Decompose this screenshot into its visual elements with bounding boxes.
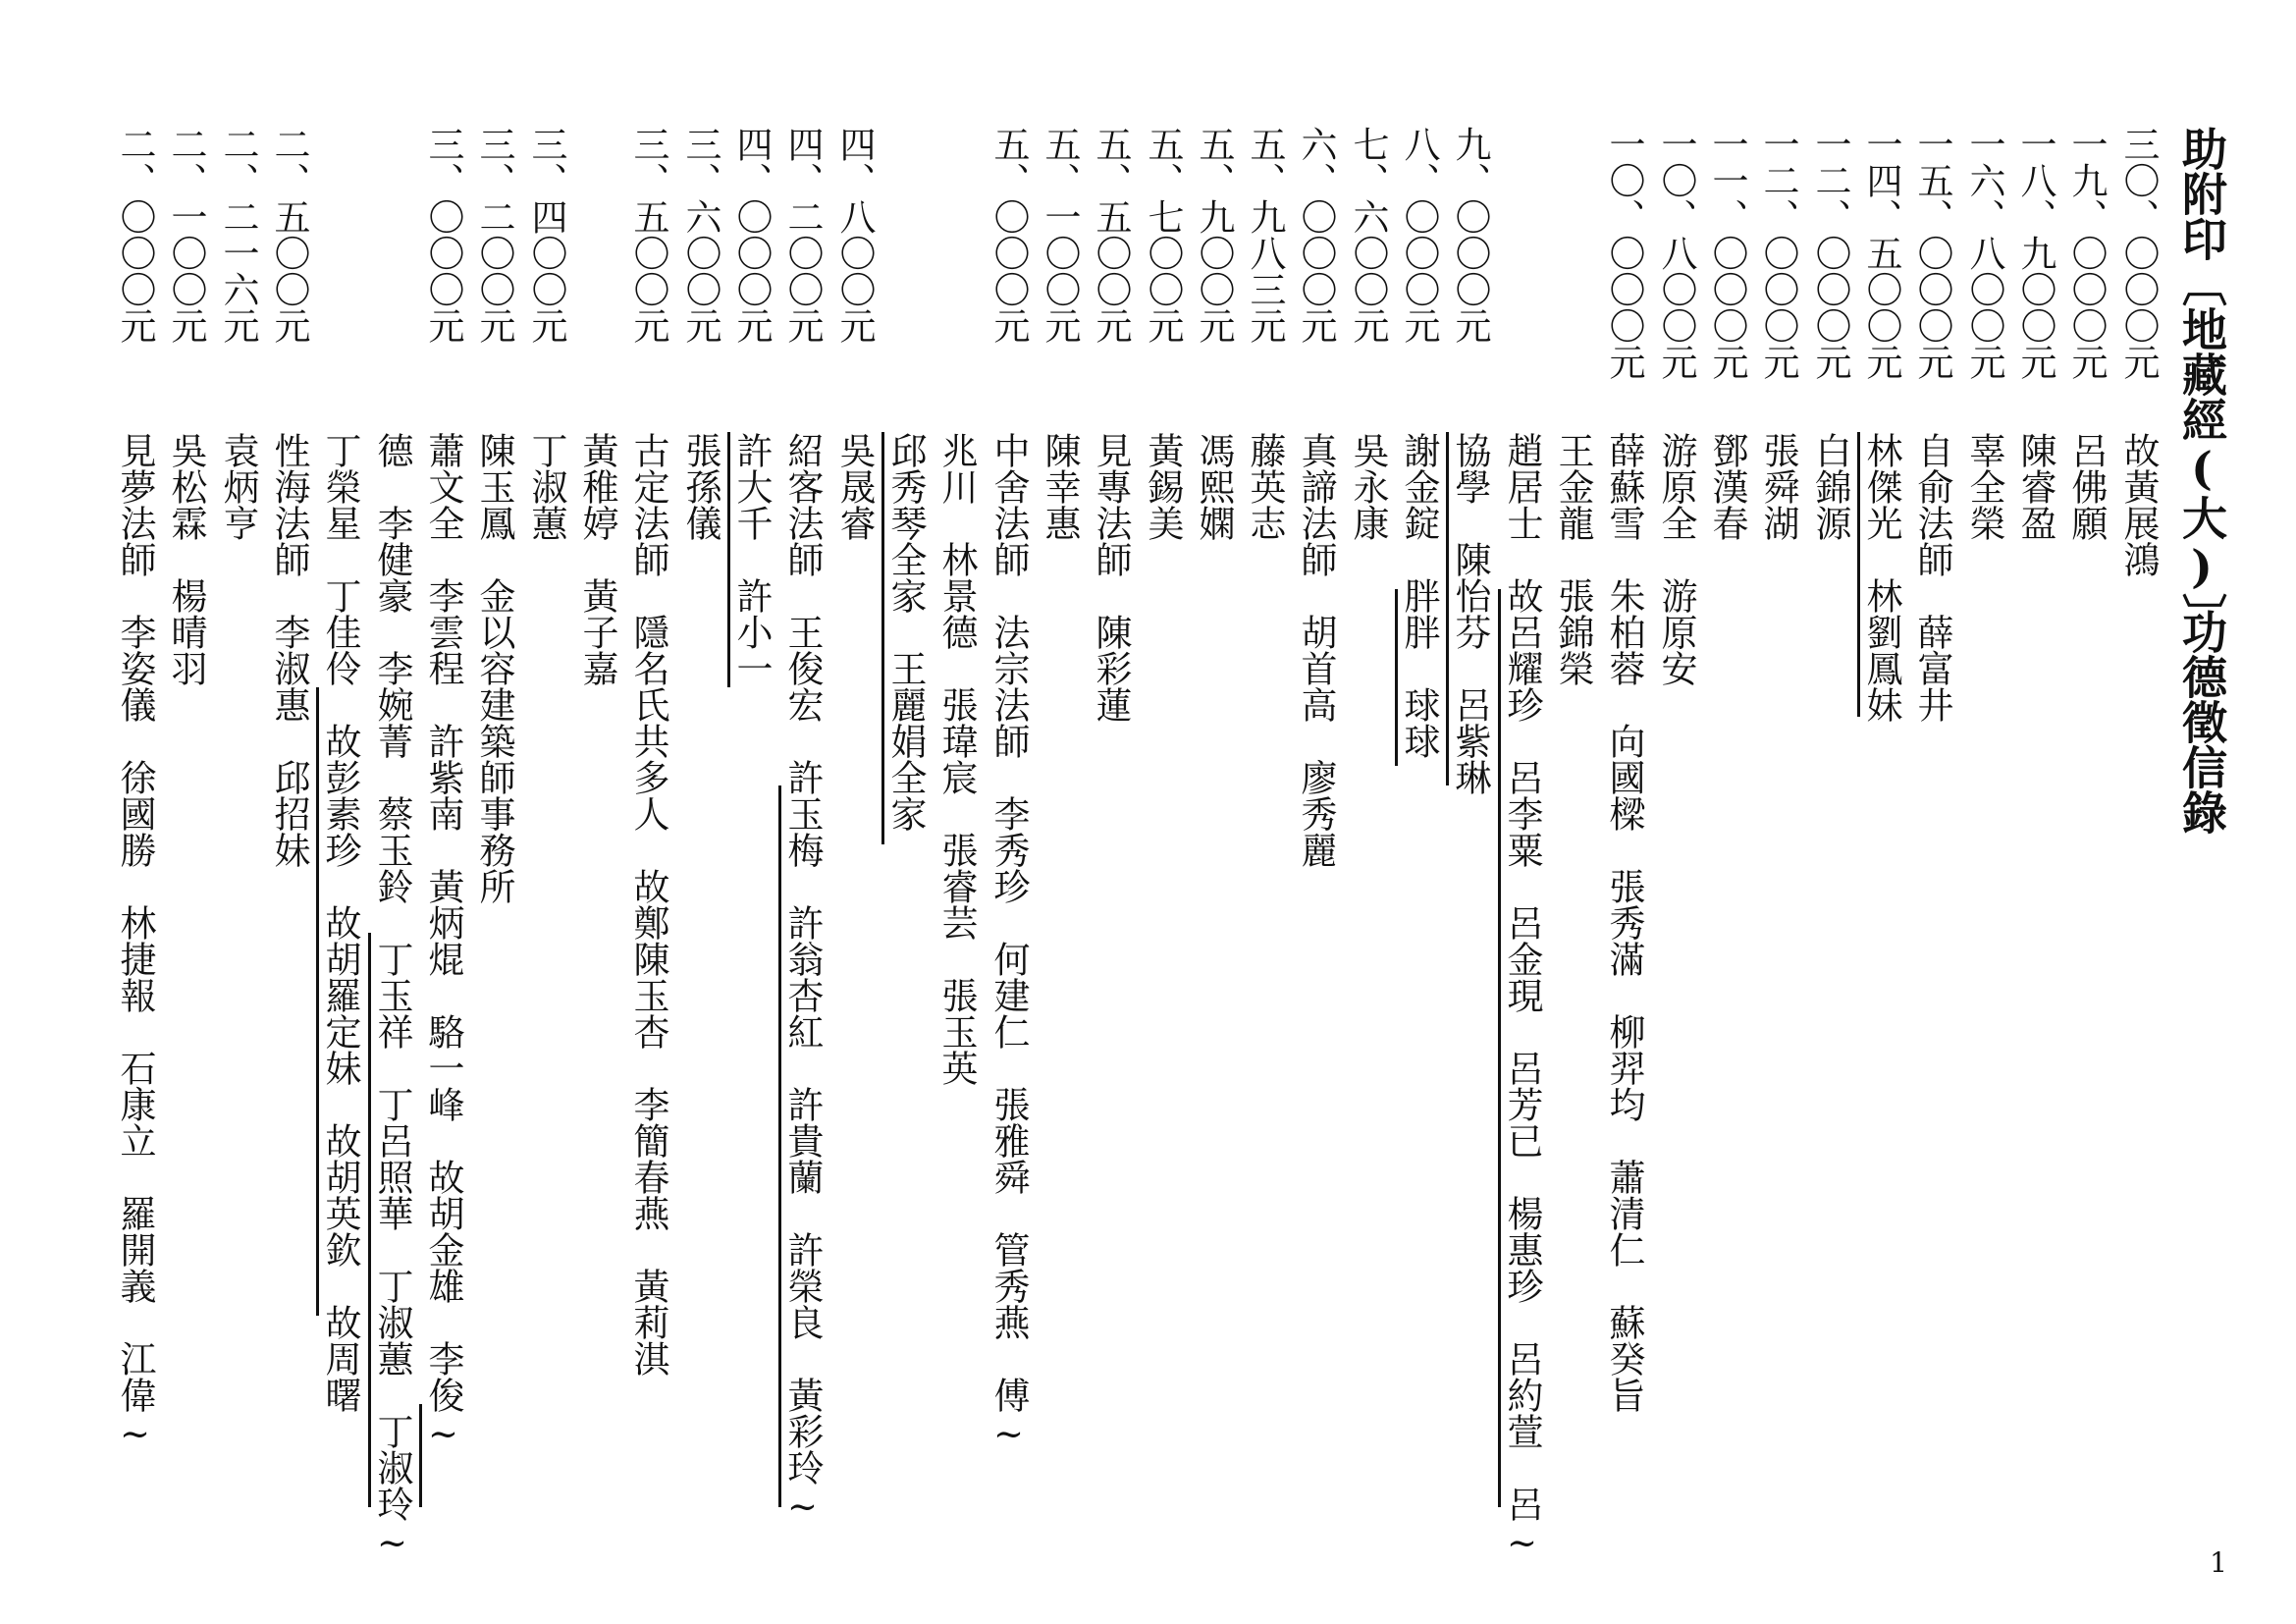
donation-amount: 三、六〇〇元 bbox=[679, 126, 721, 344]
donor-names: 張舜湖 bbox=[1757, 432, 1799, 541]
donor-names: 趙居士 故呂耀珍 呂李粟 呂金現 呂芳已 楊惠珍 呂約萱 呂~ bbox=[1501, 432, 1543, 1564]
donation-amount: 七、六〇〇元 bbox=[1347, 126, 1389, 344]
donor-names: 謝金錠 胖胖 球球 bbox=[1398, 432, 1440, 759]
donor-names: 游原全 游原安 bbox=[1655, 432, 1697, 686]
donor-names: 林傑光 林劉鳳妹 bbox=[1860, 432, 1902, 723]
donor-names: 張孫儀 bbox=[679, 432, 721, 541]
donation-amount: 一〇、八〇〇元 bbox=[1655, 126, 1697, 380]
donation-amount: 八、〇〇〇元 bbox=[1398, 126, 1440, 344]
group-bracket-line bbox=[1498, 589, 1501, 1507]
document-title: 助附印〔地藏經(大)〕 bbox=[2175, 126, 2228, 638]
donor-names: 王金龍 張錦榮 bbox=[1552, 432, 1594, 686]
donor-names: 兆川 林景德 張瑋宸 張睿芸 張玉英 bbox=[935, 432, 978, 1086]
donor-names: 中舍法師 法宗法師 李秀珍 何建仁 張雅舜 管秀燕 傅~ bbox=[988, 432, 1030, 1455]
donation-amount: 二、二一六元 bbox=[217, 126, 259, 344]
donation-amount: 一二、〇〇〇元 bbox=[1809, 126, 1851, 380]
donation-amount: 四、二〇〇元 bbox=[781, 126, 824, 344]
donation-amount: 二、〇〇〇元 bbox=[114, 126, 156, 344]
donor-names: 德 李健豪 李婉菁 蔡玉鈴 丁玉祥 丁呂照華 丁淑蕙 丁淑玲~ bbox=[371, 432, 413, 1564]
donation-amount: 二、一〇〇元 bbox=[165, 126, 207, 344]
donation-amount: 二、五〇〇元 bbox=[268, 126, 310, 344]
donation-amount: 六、〇〇〇元 bbox=[1295, 126, 1337, 344]
donor-names: 陳睿盈 bbox=[2014, 432, 2056, 541]
donation-amount: 一一、〇〇〇元 bbox=[1706, 126, 1748, 380]
donor-names: 黃錫美 bbox=[1142, 432, 1184, 541]
donor-names: 邱秀琴全家 王麗娟全家 bbox=[884, 432, 927, 832]
group-bracket-line bbox=[368, 933, 371, 1507]
donor-names: 見專法師 陳彩蓮 bbox=[1090, 432, 1132, 723]
donor-names: 薛蘇雪 朱柏蓉 向國樑 張秀滿 柳羿均 蕭清仁 蘇癸旨 bbox=[1603, 432, 1645, 1413]
donor-names: 藤英志 bbox=[1244, 432, 1286, 541]
donor-names: 許大千 許小一 bbox=[730, 432, 773, 686]
donation-amount: 一四、五〇〇元 bbox=[1860, 126, 1902, 380]
donation-amount: 一八、九〇〇元 bbox=[2014, 126, 2056, 380]
group-bracket-line bbox=[1857, 432, 1860, 717]
donor-names: 馮熙嫻 bbox=[1193, 432, 1235, 541]
donor-names: 自俞法師 薛富井 bbox=[1911, 432, 1953, 723]
document-subtitle: 功德徵信錄 bbox=[2175, 609, 2228, 835]
donation-amount: 五、〇〇〇元 bbox=[988, 126, 1030, 344]
donation-amount: 五、九八三元 bbox=[1244, 126, 1286, 344]
donation-amount: 一二、〇〇〇元 bbox=[1757, 126, 1799, 380]
donation-amount: 一九、〇〇〇元 bbox=[2065, 126, 2108, 380]
donation-amount: 三、〇〇〇元 bbox=[422, 126, 464, 344]
donor-names: 見夢法師 李姿儀 徐國勝 林捷報 石康立 羅開義 江偉~ bbox=[114, 432, 156, 1455]
donor-names: 陳幸惠 bbox=[1039, 432, 1081, 541]
donor-names: 鄧漢春 bbox=[1706, 432, 1748, 541]
donor-names: 吳晟睿 bbox=[833, 432, 876, 541]
group-bracket-line bbox=[419, 1404, 422, 1507]
group-bracket-line bbox=[316, 687, 319, 1316]
donation-amount: 五、五〇〇元 bbox=[1090, 126, 1132, 344]
donation-amount: 九、〇〇〇元 bbox=[1449, 126, 1491, 344]
donation-amount: 五、九〇〇元 bbox=[1193, 126, 1235, 344]
donation-amount: 三〇、〇〇〇元 bbox=[2117, 126, 2160, 380]
group-bracket-line bbox=[1395, 589, 1398, 766]
donation-amount: 三、四〇〇元 bbox=[525, 126, 567, 344]
donation-amount: 四、八〇〇元 bbox=[833, 126, 876, 344]
group-bracket-line bbox=[778, 785, 781, 1507]
donor-names: 吳松霖 楊晴羽 bbox=[165, 432, 207, 686]
donation-amount: 一〇、〇〇〇元 bbox=[1603, 126, 1645, 380]
donation-amount: 五、一〇〇元 bbox=[1039, 126, 1081, 344]
group-bracket-line bbox=[727, 432, 730, 687]
donor-names: 黃稚婷 黃子嘉 bbox=[576, 432, 618, 686]
donor-names: 丁淑蕙 bbox=[525, 432, 567, 541]
donor-names: 古定法師 隱名氏共多人 故鄭陳玉杏 李簡春燕 黃莉淇 bbox=[627, 432, 669, 1377]
donor-names: 協學 陳怡芬 呂紫琳 bbox=[1449, 432, 1491, 795]
donation-amount: 三、二〇〇元 bbox=[473, 126, 515, 344]
donor-names: 辜全榮 bbox=[1963, 432, 2005, 541]
donor-names: 丁榮星 丁佳伶 故彭素珍 故胡羅定妹 故胡英欽 故周曙 bbox=[319, 432, 361, 1413]
donation-amount: 一五、〇〇〇元 bbox=[1911, 126, 1953, 380]
donor-names: 紹客法師 王俊宏 許玉梅 許翁杏紅 許貴蘭 許榮良 黃彩玲~ bbox=[781, 432, 824, 1528]
donation-amount: 一六、八〇〇元 bbox=[1963, 126, 2005, 380]
page-number: 1 bbox=[2210, 1546, 2227, 1579]
donor-names: 白錦源 bbox=[1809, 432, 1851, 541]
donor-names: 真諦法師 胡首高 廖秀麗 bbox=[1295, 432, 1337, 868]
group-bracket-line bbox=[881, 432, 884, 844]
donor-names: 陳玉鳳 金以容建築師事務所 bbox=[473, 432, 515, 904]
donor-names: 性海法師 李淑惠 邱招妹 bbox=[268, 432, 310, 868]
donor-names: 吳永康 bbox=[1347, 432, 1389, 541]
donation-amount: 五、七〇〇元 bbox=[1142, 126, 1184, 344]
donor-names: 呂佛願 bbox=[2065, 432, 2108, 541]
donation-amount: 四、〇〇〇元 bbox=[730, 126, 773, 344]
donor-names: 蕭文全 李雲程 許紫南 黃炳焜 駱一峰 故胡金雄 李俊~ bbox=[422, 432, 464, 1455]
donation-amount: 三、五〇〇元 bbox=[627, 126, 669, 344]
donor-names: 故黃展鴻 bbox=[2117, 432, 2160, 577]
donor-names: 袁炳亨 bbox=[217, 432, 259, 541]
group-bracket-line bbox=[1446, 432, 1449, 785]
